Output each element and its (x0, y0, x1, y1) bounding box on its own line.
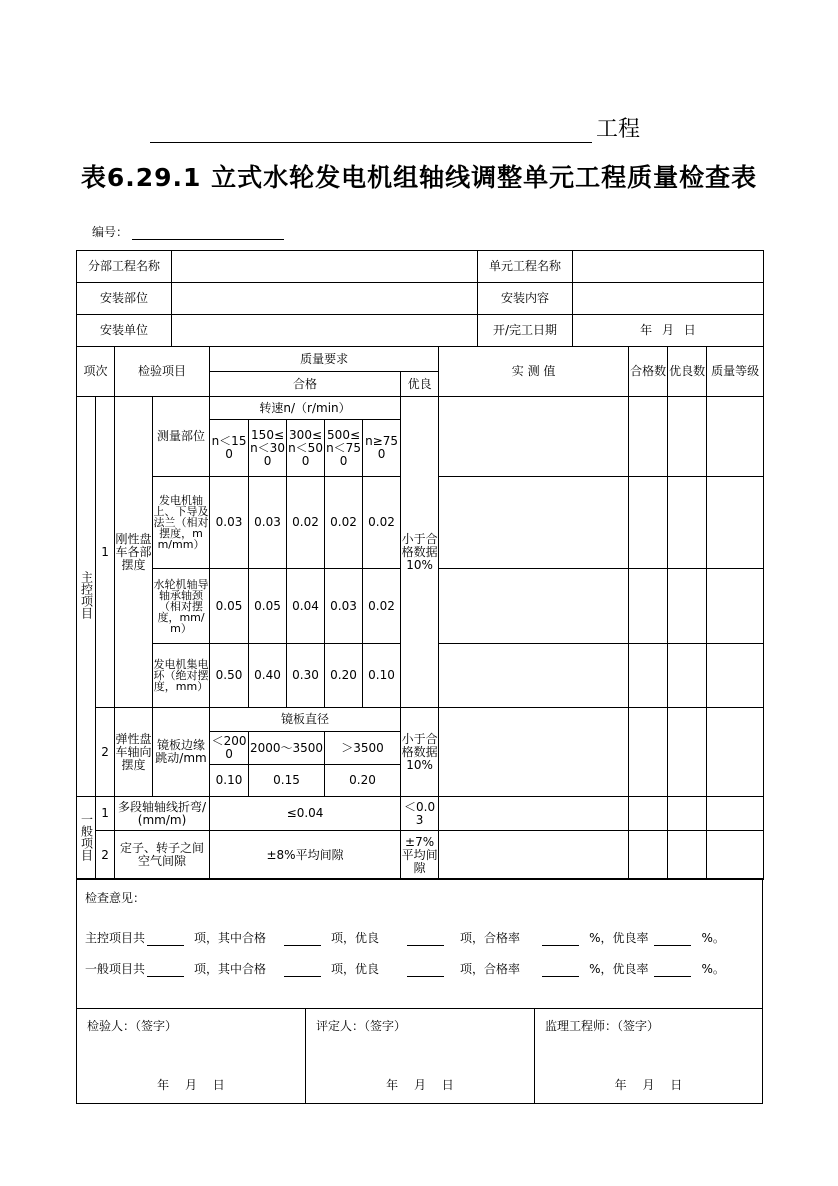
speed-range: 500≤n＜750 (325, 420, 363, 477)
diameter-range: 2000～3500 (249, 732, 325, 765)
company-field[interactable] (172, 315, 478, 347)
main-total-field[interactable] (147, 933, 184, 946)
unit-field[interactable] (573, 251, 764, 283)
g1-pass: ≤0.04 (210, 797, 401, 831)
main-excellent-rate-field[interactable] (654, 933, 691, 946)
header-pass: 合格 (210, 372, 401, 397)
division-label: 分部工程名称 (77, 251, 172, 283)
signature-label: 监理工程师：（签字） (545, 1019, 660, 1033)
summary-text: 项，其中合格 (194, 931, 267, 945)
evaluator-signature[interactable] (306, 1009, 535, 1103)
header-excellent-count: 优良数 (668, 347, 707, 397)
project-name-line (150, 112, 640, 143)
g1-no: 1 (96, 797, 115, 831)
content-label: 安装内容 (478, 283, 573, 315)
summary-text: 一般项目共 (85, 962, 146, 976)
opinion-label: 检查意见： (85, 891, 146, 905)
m2-no: 2 (96, 708, 115, 797)
signature-label: 评定人：（签字） (316, 1019, 407, 1033)
value: 0.02 (363, 477, 401, 569)
speed-range: n＜150 (210, 420, 249, 477)
pass-count-cell[interactable] (629, 831, 668, 880)
m1-name: 刚性盘车各部摆度 (115, 397, 153, 708)
summary-text: 项，合格率 (460, 931, 521, 945)
m1-row-label: 发电机轴上、下导及法兰（相对摆度，mm/mm） (153, 477, 210, 569)
grade-cell[interactable] (707, 569, 764, 644)
summary-text: 项，优良 (331, 931, 380, 945)
value: 0.40 (249, 644, 287, 708)
excellent-count-cell[interactable] (668, 831, 707, 880)
value: 0.30 (287, 644, 325, 708)
value: 0.02 (325, 477, 363, 569)
excellent-count-cell[interactable] (668, 797, 707, 831)
m1-speed-label: 转速n/（r/min） (210, 397, 401, 420)
unit-label: 单元工程名称 (478, 251, 573, 283)
m2-label: 镜板边缘跳动/mm (153, 708, 210, 797)
grade-cell[interactable] (707, 708, 764, 797)
code-label: 编号： (92, 225, 129, 239)
value: 0.03 (210, 477, 249, 569)
header-item-no: 项次 (77, 347, 115, 397)
measured-cell[interactable] (439, 708, 629, 797)
signature-date: 年 月 日 (386, 1078, 454, 1092)
speed-range: n≥750 (363, 420, 401, 477)
measured-cell[interactable] (439, 569, 629, 644)
general-total-field[interactable] (147, 964, 184, 977)
content-field[interactable] (573, 283, 764, 315)
summary-text: %。 (701, 962, 725, 976)
summary-text: 项，其中合格 (194, 962, 267, 976)
location-label: 安装部位 (77, 283, 172, 315)
general-excellent-field[interactable] (407, 964, 444, 977)
value: 0.20 (325, 765, 401, 797)
inspection-table (76, 346, 764, 880)
diameter-range: ＞3500 (325, 732, 401, 765)
value: 0.20 (325, 644, 363, 708)
pass-count-cell[interactable] (629, 797, 668, 831)
m2-name: 弹性盘车轴向摆度 (115, 708, 153, 797)
excellent-count-cell[interactable] (668, 708, 707, 797)
m1-position-label: 测量部位 (153, 397, 210, 477)
m1-no: 1 (96, 397, 115, 708)
main-group-label: 主控项目 (77, 397, 96, 797)
value: 0.10 (363, 644, 401, 708)
grade-cell[interactable] (707, 797, 764, 831)
g2-excellent: ±7%平均间隙 (401, 831, 439, 880)
summary-text: %，优良率 (589, 931, 649, 945)
value: 0.02 (287, 477, 325, 569)
value: 0.10 (210, 765, 249, 797)
measured-cell[interactable] (439, 831, 629, 880)
measured-cell[interactable] (439, 477, 629, 569)
division-field[interactable] (172, 251, 478, 283)
speed-range: 300≤n＜500 (287, 420, 325, 477)
measured-cell[interactable] (439, 397, 629, 477)
g2-name: 定子、转子之间空气间隙 (115, 831, 210, 880)
header-quality: 质量要求 (210, 347, 439, 372)
grade-cell[interactable] (707, 644, 764, 708)
location-field[interactable] (172, 283, 478, 315)
measured-cell[interactable] (439, 797, 629, 831)
general-pass-field[interactable] (284, 964, 321, 977)
value: 0.03 (249, 477, 287, 569)
general-group-label: 一般项目 (77, 797, 96, 880)
summary-text: %。 (701, 931, 725, 945)
g2-pass: ±8%平均间隙 (210, 831, 401, 880)
main-pass-field[interactable] (284, 933, 321, 946)
header-grade: 质量等级 (707, 347, 764, 397)
value: 0.02 (363, 569, 401, 644)
signature-label: 检验人：（签字） (87, 1019, 178, 1033)
grade-cell[interactable] (707, 397, 764, 477)
value: 0.05 (249, 569, 287, 644)
pass-count-cell[interactable] (629, 569, 668, 644)
measured-cell[interactable] (439, 644, 629, 708)
value: 0.04 (287, 569, 325, 644)
summary-text: %，优良率 (589, 962, 649, 976)
pass-count-cell[interactable] (629, 644, 668, 708)
pass-count-cell[interactable] (629, 397, 668, 477)
m2-diameter-label: 镜板直径 (210, 708, 401, 732)
general-summary-line (85, 960, 725, 977)
signature-date: 年 月 日 (157, 1078, 225, 1092)
value: 0.05 (210, 569, 249, 644)
value: 0.15 (249, 765, 325, 797)
project-name-field[interactable] (150, 118, 592, 143)
summary-text: 项，合格率 (460, 962, 521, 976)
summary-text: 项，优良 (331, 962, 380, 976)
grade-cell[interactable] (707, 831, 764, 880)
project-suffix: 工程 (596, 117, 641, 142)
diameter-range: ＜2000 (210, 732, 249, 765)
excellent-count-cell[interactable] (668, 397, 707, 477)
signature-section (76, 1008, 763, 1104)
main-pass-rate-field[interactable] (542, 933, 579, 946)
company-label: 安装单位 (77, 315, 172, 347)
g1-excellent: ＜0.03 (401, 797, 439, 831)
header-pass-count: 合格数 (629, 347, 668, 397)
m1-excellent: 小于合格数据10% (401, 397, 439, 708)
summary-text: 主控项目共 (85, 931, 146, 945)
speed-range: 150≤n＜300 (249, 420, 287, 477)
supervisor-signature[interactable] (535, 1009, 762, 1103)
value: 0.03 (325, 569, 363, 644)
header-measured: 实 测 值 (439, 347, 629, 397)
general-pass-rate-field[interactable] (542, 964, 579, 977)
pass-count-cell[interactable] (629, 477, 668, 569)
form-title: 表6.29.1 立式水轮发电机组轴线调整单元工程质量检查表 (80, 163, 758, 192)
g1-name: 多段轴轴线折弯/(mm/m) (115, 797, 210, 831)
info-table (76, 250, 764, 347)
main-excellent-field[interactable] (407, 933, 444, 946)
pass-count-cell[interactable] (629, 708, 668, 797)
date-label: 开/完工日期 (478, 315, 573, 347)
m2-excellent: 小于合格数据10% (401, 708, 439, 797)
date-field[interactable]: 年 月 日 (573, 315, 764, 347)
opinion-section (76, 878, 763, 1009)
g2-no: 2 (96, 831, 115, 880)
header-check-item: 检验项目 (115, 347, 210, 397)
general-excellent-rate-field[interactable] (654, 964, 691, 977)
excellent-count-cell[interactable] (668, 644, 707, 708)
m1-row-label: 水轮机轴导轴承轴颈（相对摆度，mm/m） (153, 569, 210, 644)
form-code (92, 223, 284, 240)
excellent-count-cell[interactable] (668, 569, 707, 644)
signature-date: 年 月 日 (614, 1078, 683, 1092)
excellent-count-cell[interactable] (668, 477, 707, 569)
code-field[interactable] (132, 225, 284, 240)
m1-row-label: 发电机集电环（绝对摆度，mm） (153, 644, 210, 708)
grade-cell[interactable] (707, 477, 764, 569)
header-excellent: 优良 (401, 372, 439, 397)
inspector-signature[interactable] (77, 1009, 306, 1103)
main-summary-line (85, 929, 725, 946)
value: 0.50 (210, 644, 249, 708)
